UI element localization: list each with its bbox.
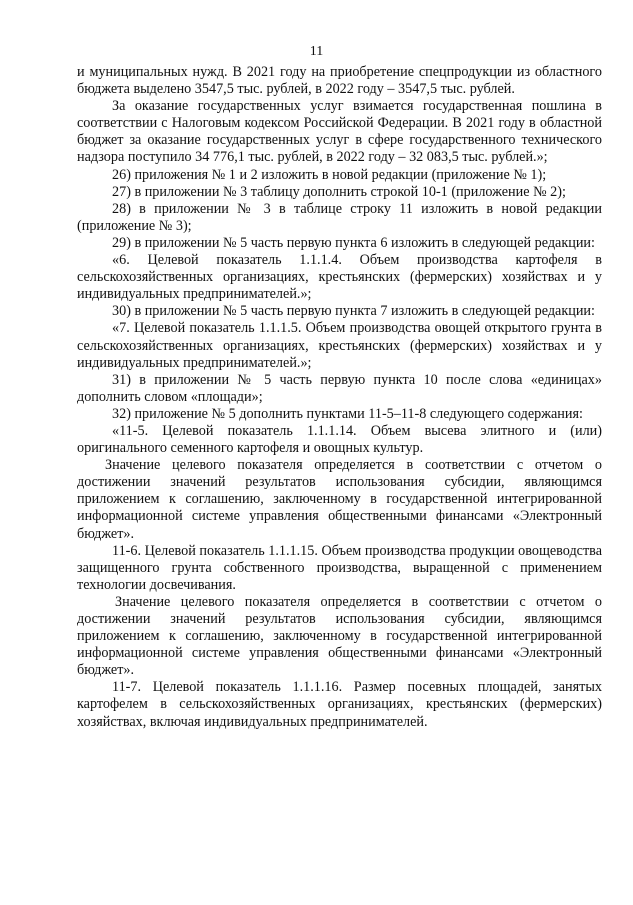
item-32: 32) приложение № 5 дополнить пунктами 11-5–11-8 следующего содержания: (112, 405, 583, 422)
item-30: 30) в приложении № 5 часть первую пункта 7 изложить в следующей редакции: (112, 303, 595, 320)
indicator-11-5-value-note: Значение целевого показателя определяется в соответствии с отчетом о достижении значений результатов использования субсидии, являющимся приложением к соглашению, заключенному в государственной интегрированной информационной системе управления общественными финансами «Электронный бюджет». (77, 457, 602, 542)
paragraph-state-duty: За оказание государственных услуг взимается государственная пошлина в соответствии с Налоговым кодексом Российской Федерации. В 2021 году в областной бюджет за оказание государственных услуг в сфере государственного технического надзора поступило 34 776,1 тыс. рублей, в 2022 году – 32 083,5 тыс. рублей.»; (77, 98, 602, 166)
item-31: 31) в приложении № 5 часть первую пункта 10 после слова «единицах» дополнить словом «площади»; (77, 371, 602, 405)
item-28: 28) в приложении № 3 в таблице строку 11 изложить в новой редакции (приложение № 3); (77, 200, 602, 234)
paragraph-continuation: и муниципальных нужд. В 2021 году на приобретение спецпродукции из областного бюджета выделено 3547,5 тыс. рублей, в 2022 году – 3547,5 тыс. рублей. (77, 64, 602, 98)
item-27: 27) в приложении № 3 таблицу дополнить строкой 10-1 (приложение № 2); (112, 183, 566, 200)
item-29: 29) в приложении № 5 часть первую пункта 6 изложить в следующей редакции: (112, 234, 595, 251)
indicator-11-5: «11-5. Целевой показатель 1.1.1.14. Объем высева элитного и (или) оригинального семенного картофеля и овощных культур. (77, 422, 602, 457)
indicator-11-7: 11-7. Целевой показатель 1.1.1.16. Размер посевных площадей, занятых картофелем в сельскохозяйственных организациях, крестьянских (фермерских) хозяйствах, включая индивидуальных предпринимателей. (77, 679, 602, 730)
document-body (77, 64, 602, 731)
quote-indicator-7: «7. Целевой показатель 1.1.1.5. Объем производства овощей открытого грунта в сельскохозяйственных организациях, крестьянских (фермерских) хозяйствах и у индивидуальных предпринимателей.»; (77, 320, 602, 371)
quote-indicator-6: «6. Целевой показатель 1.1.1.4. Объем производства картофеля в сельскохозяйственных организациях, крестьянских (фермерских) хозяйствах и у индивидуальных предпринимателей.»; (77, 252, 602, 303)
item-26: 26) приложения № 1 и 2 изложить в новой редакции (приложение № 1); (112, 166, 547, 183)
indicator-11-6-value-note: Значение целевого показателя определяется в соответствии с отчетом о достижении значений результатов использования субсидии, являющимся приложением к соглашению, заключенному в государственной интегрированной информационной системе управления общественными финансами «Электронный бюджет». (77, 593, 602, 679)
indicator-11-6: 11-6. Целевой показатель 1.1.1.15. Объем производства продукции овощеводства защищенного грунта собственного производства, выращенной с применением технологии досвечивания. (77, 542, 602, 593)
page-number: 11 (309, 44, 324, 59)
